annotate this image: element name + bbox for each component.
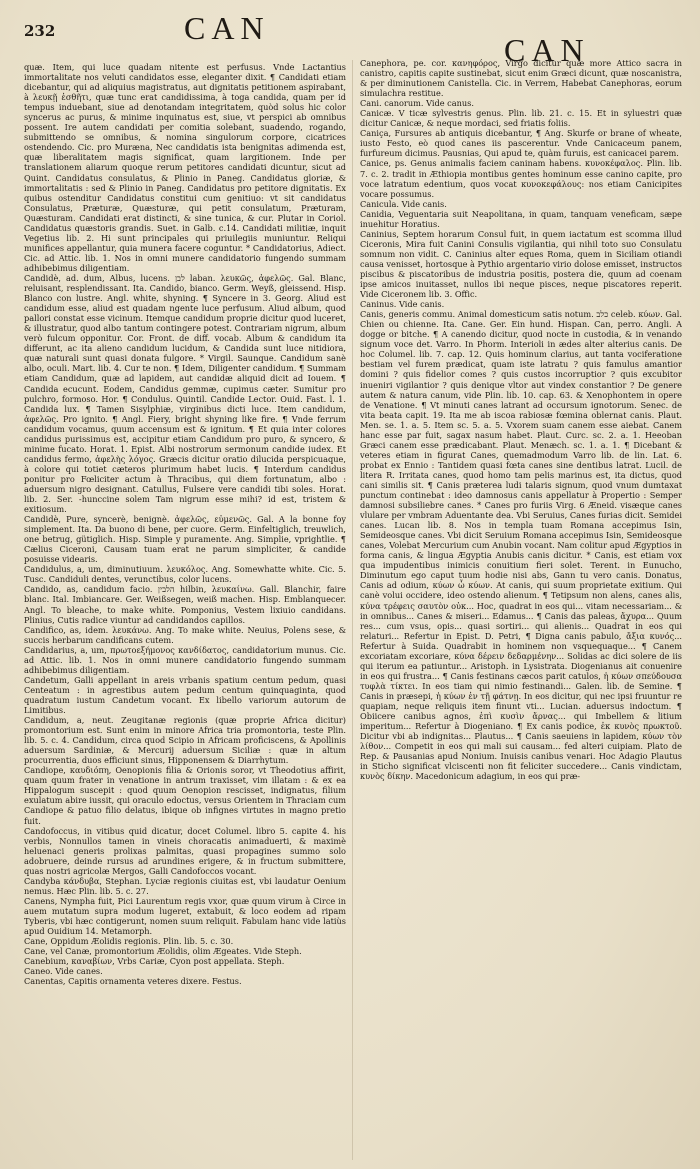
dictionary-entry: Candidum, a, neut. Zeugitanæ regionis (quæ proprie Africa dicitur) promontorium est. Sunt enim in minore Africa tria promontoria, teste Plin. lib. 5. c. 4. Candidum, circa quod Scipio in Africam proficiscens, & Apollinis aduersum Sardiniæ, & Mercurij aduersum Siciliæ : quæ in altum procurrentia, duos efficiunt sinus, Hipponensem & Diarrhytum.: [24, 715, 346, 766]
page-number: 232: [24, 22, 56, 40]
running-head-right: CAN: [504, 32, 590, 68]
dictionary-entry: Canice, ps. Genus animalis faciem caninam habens. κυνοκέφαλος. Plin. lib. 7. c. 2. tradit in Æthiopia montibus gentes hominum esse canino capite, pro voce latratum edentium, quos vocat κυνοκεφάλους: nos etiam Canicipites vocare possumus.: [360, 158, 682, 199]
dictionary-entry: Caneo. Vide canes.: [24, 966, 103, 977]
dictionary-entry: Cane, vel Canæ, promontorium Æolidis, olim Ægeates. Vide Steph.: [24, 946, 302, 957]
dictionary-entry: Candidulus, a, um, diminutiuum. λευκόλος. Ang. Somewhatte white. Cic. 5. Tusc. Candiduli dentes, verunctibus, color lucens.: [24, 564, 346, 585]
dictionary-entry: Canicæ. V ticæ sylvestris genus. Plin. lib. 21. c. 15. Et in syluestri quæ dicitur Canicæ, & neque mordaci, sed friatis foliis.: [360, 108, 682, 129]
dictionary-entry: Candetum, Galli appellant in areis vrbanis spatium centum pedum, quasi Centeatum : in agrestibus autem pedum centum quinquaginta, quod quadratum iustum Candetum vocant. Ex libello variorum autorum de Limitibus.: [24, 674, 346, 715]
dictionary-entry: Canidia, Veguentaria suit Neapolitana, in quam, tanquam veneficam, sæpe inuehitur Horatius.: [360, 208, 682, 229]
dictionary-entry: Caninius, Septem horarum Consul fuit, in quem iactatum est scomma illud Ciceronis, Mira fuit Canini Consulis vigilantia, qui nihil toto suo Consulatu somnum non vidit. C. Caninius alter eques Roma, quem in Siciliam otiandi causa venisset, hortosque à Pythio argentario virio dolose emisset, instructos piscibus & piscatoribus de industria positis, postera die, quum ad coenam ipse amicos inuitasset, nullos ibi neque pisces, neque piscatores reperit. Vide Ciceronem lib. 3. Offic.: [360, 228, 682, 300]
running-head-left: CAN: [184, 10, 270, 46]
column-divider: [352, 60, 353, 1160]
left-column: [24, 62, 346, 1158]
dictionary-entry: Caniça, Fursures ab antiquis dicebantur, ¶ Ang. Skurfe or brane of wheate, iusto Festo, eò quod canes iis pascerentur. Vnde Canicaceum panem, furfureum dicimus. Pausnias, Qui apud te, quàm furuis, est canicacei parem.: [360, 128, 682, 159]
dictionary-entry: Canephora, pe. cor. κανηφόρος, Virgo dicitur quæ more Attico sacra in canistro, capitis capite sustinebat, sicut enim Græci dicunt, quæ noscanistra, & per diminutionem Canistella. Cic. in Verrem, Habebat Canephoras, eorum simulachra restitue.: [360, 58, 682, 99]
dictionary-entry: Candido, as, candidum facio. הלבין hilbin, λευκαίνω. Gall. Blanchir, faire blanc. Ital. Imbiancare. Ger. Weißsegen, weiß machen. Hisp. Emblanquecer. Angl. To bleache, to make white. Pomponius, Vestem lixiuio candidans. Plinius, Cutis radice viuntur ad candidandos capillos.: [24, 584, 346, 625]
right-column: [360, 58, 682, 1154]
page-header: [14, 8, 686, 68]
dictionary-entry: Candidarius, a, um, πρωτοεξήμονος κανδίδατος, candidatorium munus. Cic. ad Attic. lib. 1. Nos in omni munere candidatorio fungendo summam adhibebimus diligentiam.: [24, 644, 346, 675]
dictionary-entry: Candifico, as, idem. λευκάνω. Ang. To make white. Neuius, Polens sese, & succis herbarum candificans cutem.: [24, 624, 346, 645]
dictionary-entry: quæ. Item, qui luce quadam nitente est perfusus. Vnde Lactantius immortalitate nos veluti candidatos esse, eleganter dixit. ¶ Candidati etiam dicebantur, qui ad aliquius magistratus, aut dignitatis petitionem aspirabant, à λευκῇ ἐσθῆτι, quæ tunc erat candidissima, à toga candida, quam per id tempus induebant, siue ad denotandam integritatem, quòd solus hic color syncerus ac purus, & minime inquinatus est, siue, vt perspici ab omnibus possent. Ire autem candidati per comitia solebant, suadendo, rogando, submittendo se omnibus, & nomina singulorum corpore, cicatrices ostendendo. Cic. pro Muræna, Nec candidatis ista benignitas adimenda est, quæ liberalitatem magis significat, quam largitionem. Inde per translationem aliarum quoque rerum petitores candidati dicuntur, sicut ad Quint. Candidatus consulatus, & Plinio in Paneg. Candidatus gloriæ, & immortalitatis : sed & Plinio in Paneg. Candidatus pro petitore dignitatis. Ex quibus ostenditur Candidatus constitui cum genitiuo: vt sit candidatus Consulatus, Præturæ, Quæsturæ, qui petit consulatum, Præturam, Quæsturam. Candidati erat distincti, & sine tunica, & cur. Plutar in Coriol. Candidatus quæstoris grandis. Suet. in Galb. c.14. Candidati militiæ, inquit Vegetius lib. 2. Hi sunt principales qui priuilegiis muniuntur. Reliqui munifices appellantur, quia munera facere coguntur. * Candidatorius, Adiect. Cic. ad Attic. lib. 1. Nos in omni munere candidatorio fungendo summam adhibebimus diligentiam.: [24, 62, 346, 273]
dictionary-entry: Canicula. Vide canis.: [360, 198, 447, 209]
dictionary-entry: Canebium, καναβίων, Vrbs Cariæ, Cyon post appellata. Steph.: [24, 956, 285, 967]
dictionary-entry: Canis, generis commu. Animal domesticum satis notum. כלב celeb. κύων. Gal. Chien ou chienne. Ita. Cane. Ger. Ein hund. Hispan. Can, perro. Angli. A dogge or bitche. ¶ A canendo dicitur, quod nocte in custodia, & in venando signum voce det. Varro. In Phorm. Interioli in ædes alter alterius canis. De hoc Columel. lib. 7. cap. 12. Quis hominum clarius, aut tanta vociferatione bestiam vel furem prædicat, quam iste latratu ? quis famulus amantior domini ? quis fidelior comes ? quis custos incorruptior ? quis excubitor inueniri vigilantior ? quis denique vltor aut vindex constantior ? De genere autem & natura canum, vide Plin. lib. 10. cap. 63. & Xenophontem in opere de Venatione. ¶ Vt minuti canes latrant ad occursum ignotorum. Senec. de vita beata capit. 19. Ita me ab iscoa rabiosæ fœmina oblernat canis. Plaut. Men. se. 1. a. 5. Item sc. 5. a. 5. Vxorem suam canem esse aiebat. Canem hanc esse par fuit, sagax nasum habet. Plaut. Curc. sc. 2. a. 1. Heeoban Græci canem esse prædicabant. Plaut. Menæch. sc. 1. a. 1. ¶ Dicebant & veteres etiam in figurat Canes, quemadmodum Varro lib. de lin. Lat. 6. probat ex Ennio : Tantidem quasi fœta canes sine dentibus latrat. Lucil. de litera R. Irritata canes, quod homo tam pelis marinus est, ita dictus, quod cani similis sit. ¶ Canis præterea ludi talaris signum, quod vnum dumtaxat punctum continebat : ideo damnosus canis appellatur à Propertio : Semper damnosi subsiliebre canes. * Canes pro furiis Virg. 6 Æneid. visæque canes vlulare per vmbram Aduentante dea. Vbi Seruius, Canes furias dicit. Semidei canes. Lucan lib. 8. Nos in templa tuam Romana accepimus Isin, Semideosque canes. Vbi dicit Seruium Romana accepimus Isin, Semideosque canes, Volebat Mercurium cum Anubin vocant. Nam colitur apud Ægyptios in forma canis, & lingua Ægyptia Anubis canis dicitur. * Canis, est etiam vox qua impudentibus inimicis conuitium fieri solet. Terent. in Eunucho, Diminutum ego caput tuum hodie nisi abs, Gann tu vero canis. Donatus, Canis ad odium, κύων ὦ κύων. At canis, qui suum proprietate exitium. Qui canè volui occidere, ideo ostendo alienum. ¶ Tetipsum non alens, canes alis, κύνα τρέφεις σαυτὸν οὐκ... Hoc, quadrat in eos qui... vitam necessariam... & in omnibus... Canes & miseri... Edamus... ¶ Canis das paleas, ἄχυρα... Quum res... cum vsus, opis... quasi sortiri... qui alienis... Quadrat in eos qui relaturi... Refertur in Epist. D. Petri, ¶ Digna canis pabulo, ἄξια κυνός... Refertur à Suida. Quadrabit in hominem non vsquequaque... ¶ Canem excoriatam excoriare, κύνα δέρειν δεδαρμένην... Solidas ac dici solere de iis qui iterum ea patiuntur... Aristoph. in Lysistrata. Diogenianus ait conuenire in eos qui frustra... ¶ Canis festinans cæcos parit catulos, ἡ κύων σπεύδουσα τυφλὰ τίκτει. In eos tiam qui nimio festinandi... Galen. lib. de Semine. ¶ Canis in præsepi, ἡ κύων ἐν τῇ φάτνῃ. In eos dicitur, qui nec ipsi fruuntur re quapiam, neque reliquis item finunt vti... Lucian. aduersus indoctum. ¶ Obiicere canibus agnos, ἐπὶ κυσὶν ἄρνας... qui Imbellem & litium imperitum... Refertur à Diogeniano. ¶ Ex canis podice, ἐκ κυνὸς πρωκτοῦ. Dicitur vbi ab indignitas... Plautus... ¶ Canis saeuiens in lapidem, κύων τὸν λίθον... Competit in eos qui mali sui causam... fed alteri cuipiam. Plato de Rep. & Pausanias apud Nonium. Inuisis canibus venari. Hoc Adagio Plautus in Sticho significat vlciscenti non fit feliciter succedere... Canis vindictam, κυνὸς δίκην. Macedonicum adagium, in eos qui præ-: [360, 309, 682, 782]
dictionary-entry: Candyba κάνδυβα, Stephan. Lyciæ regionis ciuitas est, vbi laudatur Oenium nemus. Hæc Plin. lib. 5. c. 27.: [24, 875, 346, 896]
dictionary-entry: Cane, Oppidum Æolidis regionis. Plin. lib. 5. c. 30.: [24, 936, 234, 947]
dictionary-entry: Candiope, καυδιόπη, Oenopionis filia & Orionis soror, vt Theodotius affirit, quam quum frater in venatione in antrum traxisset, vim illatam : & ex ea Hippalogum suscepit : quod quum Oenopion rescisset, indignatus, filium exulatum abire iussit, qui oraculo edoctus, versus Orientem in Thraciam cum Candiope & patuo filio delatus, ibique ob infignes virtutes in magno pretio fuit.: [24, 765, 346, 826]
dictionary-entry: Caninus. Vide canis.: [360, 299, 445, 310]
dictionary-entry: Cani. canorum. Vide canus.: [360, 98, 474, 109]
dictionary-entry: Canens, Nympha fuit, Pici Laurentum regis vxor, quæ quum virum à Circe in auem mutatum supra modum lugeret, extabuit, & loco eodem ad ripam Tyberis, vbi hæc contigerunt, nomen suum reliquit. Fabulam hanc vide latiùs apud Ouidium 14. Metamorph.: [24, 895, 346, 937]
dictionary-entry: Candofoccus, in vitibus quid dicatur, docet Columel. libro 5. capite 4. his verbis, Nonnullos tamen in vineis choracatis animaduerti, & maximè heluenaci generis prolixas palmitas, quasi propagines summo solo adobruere, deinde rursus ad arundines erigere, & in fructum submittere, quas nostri agricolæ Mergos, Galli Candofoccos vocant.: [24, 825, 346, 876]
dictionary-entry: Canentas, Capitis ornamenta veteres dixere. Festus.: [24, 976, 242, 987]
dictionary-entry: Candidè, ad. dum, Albus, lucens. לבן laban. λευκῶς, ἀφελῶς. Gal. Blanc, reluisant, resplendissant. Ita. Candido, bianco. Germ. Weyß, gleissend. Hisp. Blanco con lustre. Angl. white, shyning. ¶ Syncere in 3. Georg. Aliud est candidum esse, aliud est quadam ngente luce perfusum. Aliud album, quod pallori constat esse vicinum. Itemque candidum proprie dicitur quod luceret, & illustratur, quod albo tantum contingere potest. Contrariam nigrum, album verò fulcum opponitur. Cor. Front. de diff. vocab. Album & candidum ita differunt, ac ita alieno candidum lucidum, & Candida sunt luce nitidiora, quæ naturali sunt quasi donata fulgore. * Virgil. Saunque. Candidum sanè albo, oculi. Mart. lib. 4. Cur te non. ¶ Idem, Diligenter candidum. ¶ Summam etiam Candidum, quæ ad lapidem, aut candidæ aliquid dicit ad Iouem. ¶ Candida ecucunt. Eodem, Candidus gemmæ, cupimus cæter. Sumitur pro pulchro, formoso. Hor. ¶ Condulus. Quintil. Candide Lector. Ouid. Fast. l. 1. Candida lux. ¶ Tamen Sisylphiæ, virginibus dicti luce. Item candidum, ἀφελῶς. Pro ignito. ¶ Angl. Fiery, bright shyning like fire. ¶ Vnde ferrum candidum vocamus, quum accensum est & ignitum. ¶ Et quia inter colores candidus purissimus est, accipitur etiam Candidum pro puro, & syncero, & minime fucato. Horat. 1. Epist. Albi nostrorum sermonum candide iudex. Et candidus fermo, ἀφελὴς λόγος. Græcis dicitur oratio dilucida perspicuaque, à colore qui totiet cæteros plurimum habet lucis. ¶ Interdum candidus ponitur pro Fœliciter actum à Thracibus, qui diem fortunatum, albo : aduersum nigro designant. Catullus, Fulsere vere candidi tibi soles. Horat. lib. 2. Ser. -hunccine solem Tam nigrum esse mihi? id est, tristem & exitiosum.: [24, 272, 346, 515]
dictionary-entry: Candidè, Pure, syncerè, benignè. ἀφελῶς, εὐμενῶς. Gal. A la bonne foy simplement. Ita. Da buono di bene, per cuore. Germ. Einfeltiglich, treuwlich, one betrug, gütiglich. Hisp. Simple y puramente. Ang. Simplie, vprightlie. ¶ Cælius Ciceroni, Causam tuam erat ne parum simpliciter, & candide posuisse videaris.: [24, 514, 346, 565]
